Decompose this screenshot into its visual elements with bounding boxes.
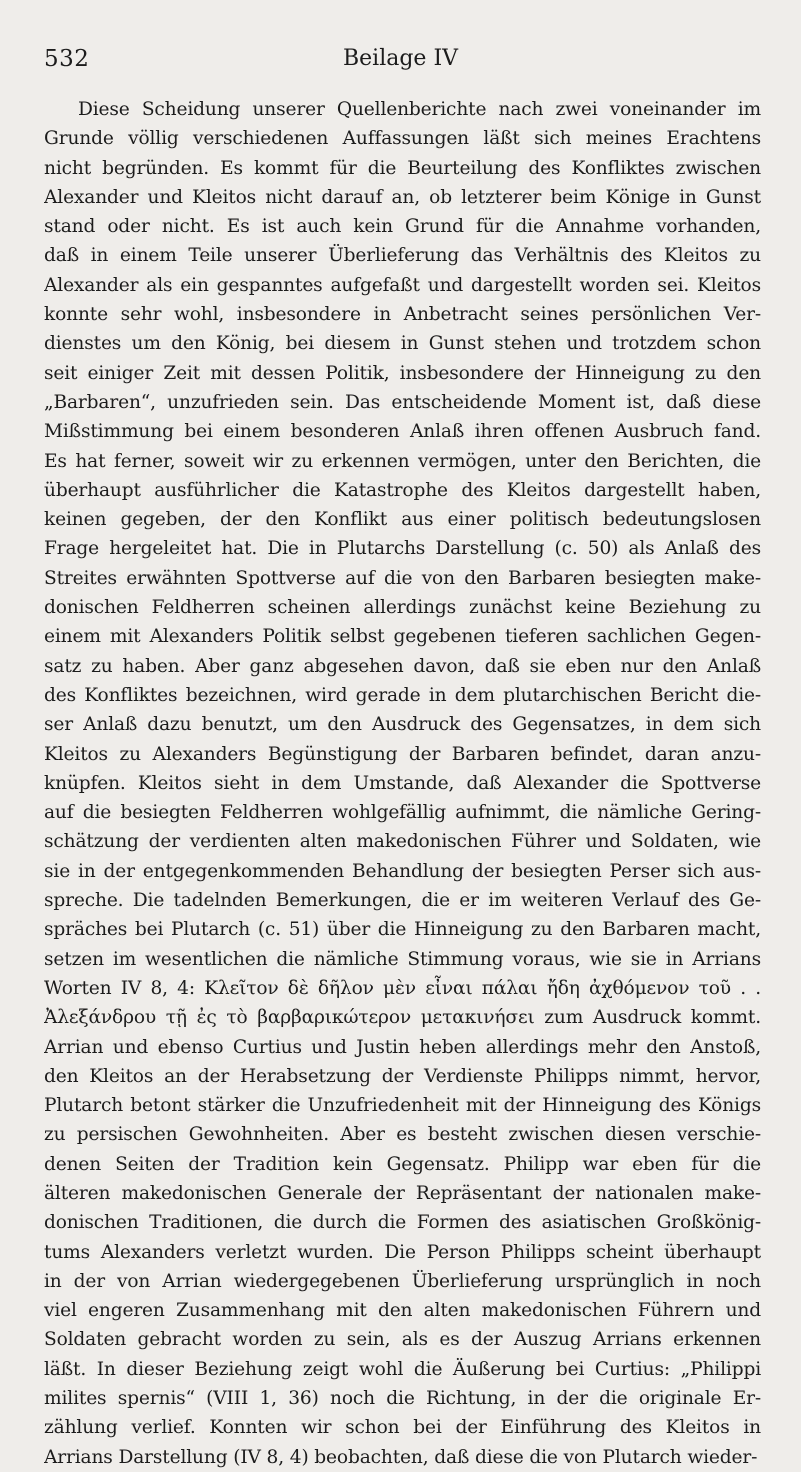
text-line: zählung verlief. Konnten wir schon bei der Einführung des Kleitos in: [44, 1417, 761, 1439]
text-line: einem mit Alexanders Politik selbst gegebenen tieferen sachlichen Gegen-: [44, 626, 761, 648]
text-line: daß in einem Teile unserer Überlieferung das Verhältnis des Kleitos zu: [44, 245, 761, 267]
text-line: donischen Traditionen, die durch die Formen des asiatischen Großkönig-: [44, 1212, 761, 1234]
body-paragraph: [44, 95, 761, 1472]
text-line: milites spernis“ (VIII 1, 36) noch die Richtung, in der die originale Er-: [44, 1388, 761, 1410]
text-line: auf die besiegten Feldherren wohlgefällig aufnimmt, die nämliche Gering-: [44, 802, 761, 824]
text-line: dienstes um den König, bei diesem in Gunst stehen und trotzdem schon: [44, 333, 761, 355]
text-line: Diese Scheidung unserer Quellenberichte nach zwei voneinander im: [78, 99, 761, 120]
text-line: ser Anlaß dazu benutzt, um den Ausdruck des Gegensatzes, in dem sich: [44, 714, 761, 736]
text-line: Worten IV 8, 4: Κλεῖτον δὲ δῆλον μὲν εἶναι πάλαι ἤδη ἀχθόμενον τοῦ . .: [44, 977, 761, 999]
text-line: nicht begründen. Es kommt für die Beurteilung des Konfliktes zwischen: [44, 157, 761, 179]
text-line: Streites erwähnten Spottverse auf die von den Barbaren besiegten make-: [44, 567, 761, 589]
text-line: zu persischen Gewohnheiten. Aber es besteht zwischen diesen verschie-: [44, 1124, 761, 1146]
text-line: älteren makedonischen Generale der Repräsentant der nationalen make-: [44, 1182, 761, 1204]
text-line: spräches bei Plutarch (c. 51) über die Hinneigung zu den Barbaren macht,: [44, 919, 761, 941]
text-line: keinen gegeben, der den Konflikt aus einer politisch bedeutungslosen: [44, 509, 761, 531]
text-line: stand oder nicht. Es ist auch kein Grund für die Annahme vorhanden,: [44, 216, 761, 238]
text-line: knüpfen. Kleitos sieht in dem Umstande, daß Alexander die Spottverse: [44, 772, 761, 794]
text-line: Plutarch betont stärker die Unzufriedenheit mit der Hinneigung des Königs: [44, 1095, 761, 1117]
text-line: spreche. Die tadelnden Bemerkungen, die er im weiteren Verlauf des Ge-: [44, 890, 761, 912]
page-header: [44, 46, 757, 76]
text-line: Arrian und ebenso Curtius und Justin heben allerdings mehr den Anstoß,: [44, 1036, 761, 1058]
page-number: 532: [44, 46, 90, 72]
text-line: „Barbaren“, unzufrieden sein. Das entscheidende Moment ist, daß diese: [44, 391, 761, 413]
text-line: Alexander und Kleitos nicht darauf an, ob letzterer beim Könige in Gunst: [44, 186, 761, 208]
text-line: überhaupt ausführlicher die Katastrophe des Kleitos dargestellt haben,: [44, 479, 761, 501]
text-line: Grunde völlig verschiedenen Auffassungen läßt sich meines Erachtens: [44, 128, 761, 150]
text-line: Ἀλεξάνδρου τῇ ἐς τὸ βαρβαρικώτερον μετακινήσει zum Ausdruck kommt.: [44, 1007, 761, 1029]
running-head: Beilage IV: [342, 46, 459, 71]
text-line: Mißstimmung bei einem besonderen Anlaß ihren offenen Ausbruch fand.: [44, 421, 761, 443]
text-line: läßt. In dieser Beziehung zeigt wohl die Äußerung bei Curtius: „Philippi: [44, 1358, 761, 1380]
text-line: Kleitos zu Alexanders Begünstigung der Barbaren befindet, daran anzu-: [44, 743, 761, 765]
text-line: Es hat ferner, soweit wir zu erkennen vermögen, unter den Berichten, die: [44, 450, 761, 472]
text-line: viel engeren Zusammenhang mit den alten makedonischen Führern und: [44, 1300, 761, 1322]
text-line: den Kleitos an der Herabsetzung der Verdienste Philipps nimmt, hervor,: [44, 1065, 761, 1087]
text-line: des Konfliktes bezeichnen, wird gerade in dem plutarchischen Bericht die-: [44, 684, 761, 706]
text-line: in der von Arrian wiedergegebenen Überlieferung ursprünglich in noch: [44, 1270, 761, 1292]
text-line: konnte sehr wohl, insbesondere in Anbetracht seines persönlichen Ver-: [44, 304, 761, 326]
text-line: Soldaten gebracht worden zu sein, als es der Auszug Arrians erkennen: [44, 1329, 761, 1351]
text-line: Arrians Darstellung (IV 8, 4) beobachten, daß diese die von Plutarch wieder-: [44, 1446, 758, 1468]
text-line: schätzung der verdienten alten makedonischen Führer und Soldaten, wie: [44, 831, 761, 853]
text-line: satz zu haben. Aber ganz abgesehen davon, daß sie eben nur den Anlaß: [44, 655, 761, 677]
text-line: Frage hergeleitet hat. Die in Plutarchs Darstellung (c. 50) als Anlaß des: [44, 538, 761, 560]
text-line: setzen im wesentlichen die nämliche Stimmung voraus, wie sie in Arrians: [44, 948, 761, 970]
text-line: Alexander als ein gespanntes aufgefaßt und dargestellt worden sei. Kleitos: [44, 274, 761, 296]
text-line: sie in der entgegenkommenden Behandlung der besiegten Perser sich aus-: [44, 860, 761, 882]
text-line: seit einiger Zeit mit dessen Politik, insbesondere der Hinneigung zu den: [44, 362, 761, 384]
text-line: donischen Feldherren scheinen allerdings zunächst keine Beziehung zu: [44, 597, 761, 619]
text-line: denen Seiten der Tradition kein Gegensatz. Philipp war eben für die: [44, 1153, 761, 1175]
text-line: tums Alexanders verletzt wurden. Die Person Philipps scheint überhaupt: [44, 1241, 761, 1263]
